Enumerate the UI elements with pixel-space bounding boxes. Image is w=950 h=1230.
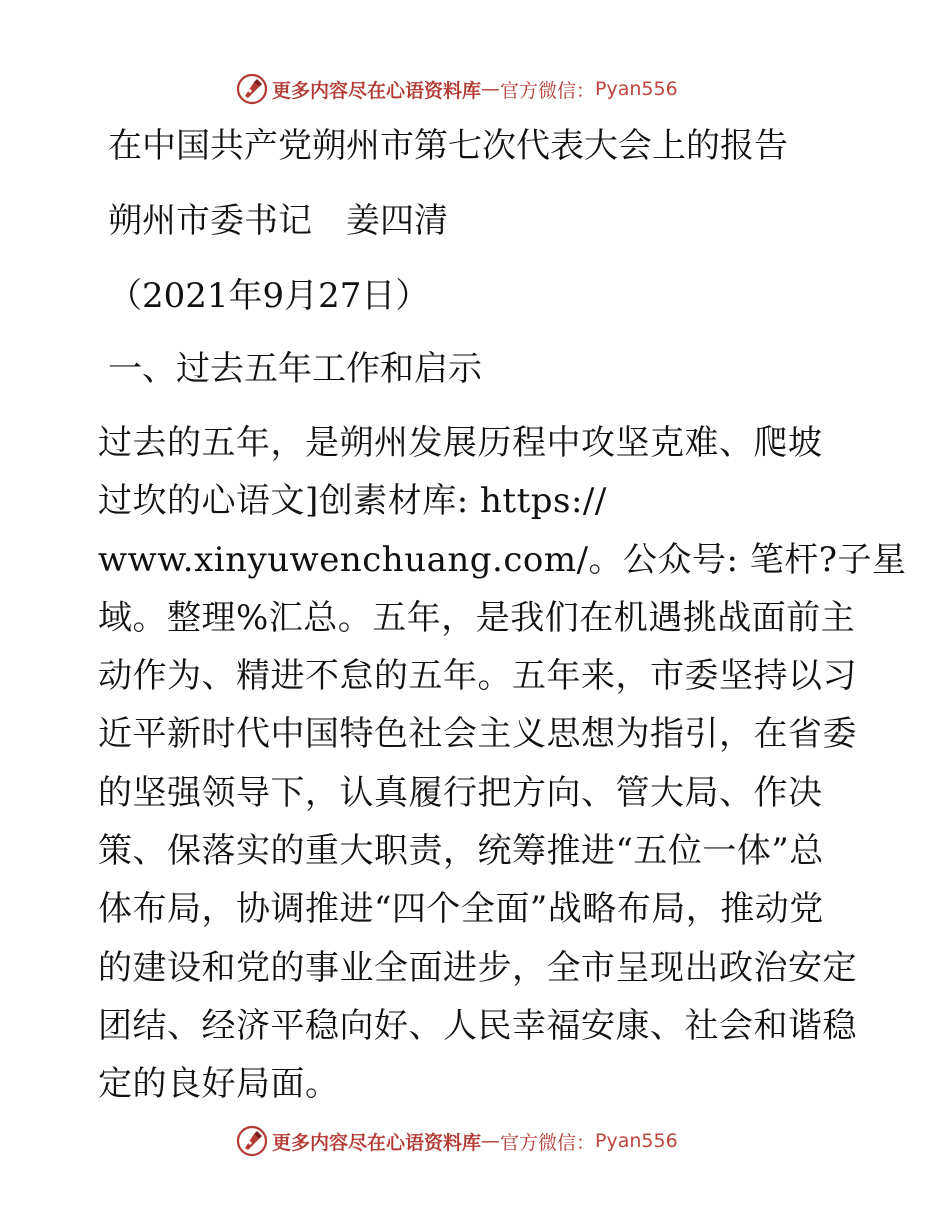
paragraph-line: 体布局，协调推进“四个全面”战略布局，推动党 <box>98 889 824 930</box>
paragraph-line: 的坚强领导下，认真履行把方向、管大局、作决 <box>98 772 823 813</box>
body-paragraph <box>98 423 907 1123</box>
footer-watermark <box>236 1124 678 1158</box>
watermark-wechat-label: 官方微信： <box>500 1131 596 1154</box>
paragraph-line: 过坎的心语文]创素材库: https:// <box>98 481 607 522</box>
section-heading: 一、过去五年工作和启示 <box>108 349 482 389</box>
watermark-dash: — <box>481 1130 501 1152</box>
watermark-main-text: 更多内容尽在心语资料库 <box>272 79 482 102</box>
watermark-main-text: 更多内容尽在心语资料库 <box>272 1131 482 1154</box>
watermark-dash: — <box>481 78 501 100</box>
paragraph-line: 团结、经济平稳向好、人民幸福安康、社会和谐稳 <box>98 1005 857 1046</box>
report-title: 在中国共产党朔州市第七次代表大会上的报告 <box>108 126 788 166</box>
header-watermark <box>236 72 678 106</box>
paragraph-line: 的建设和党的事业全面进步，全市呈现出政治安定 <box>98 947 857 988</box>
paragraph-line: www.xinyuwenchuang.com/。公众号: 笔杆?子星 <box>98 539 907 580</box>
watermark-wechat-id: Pyan556 <box>595 78 678 100</box>
report-author: 朔州市委书记 姜四清 <box>108 201 448 241</box>
paragraph-line: 过去的五年，是朔州发展历程中攻坚克难、爬坡 <box>98 423 823 463</box>
paragraph-line: 策、保落实的重大职责，统筹推进“五位一体”总 <box>98 831 824 872</box>
paragraph-line: 定的良好局面。 <box>98 1064 340 1105</box>
paragraph-line: 域。整理%汇总。五年，是我们在机遇挑战面前主 <box>98 597 856 638</box>
paragraph-line: 近平新时代中国特色社会主义思想为指引，在省委 <box>98 714 857 755</box>
paragraph-line: 动作为、精进不怠的五年。五年来，市委坚持以习 <box>98 656 857 697</box>
report-date: （2021年9月27日） <box>108 276 430 316</box>
watermark-wechat-id: Pyan556 <box>595 1130 678 1152</box>
pen-nib-logo-icon <box>236 1125 268 1157</box>
watermark-wechat-label: 官方微信： <box>500 79 596 102</box>
pen-nib-logo-icon <box>236 73 268 105</box>
